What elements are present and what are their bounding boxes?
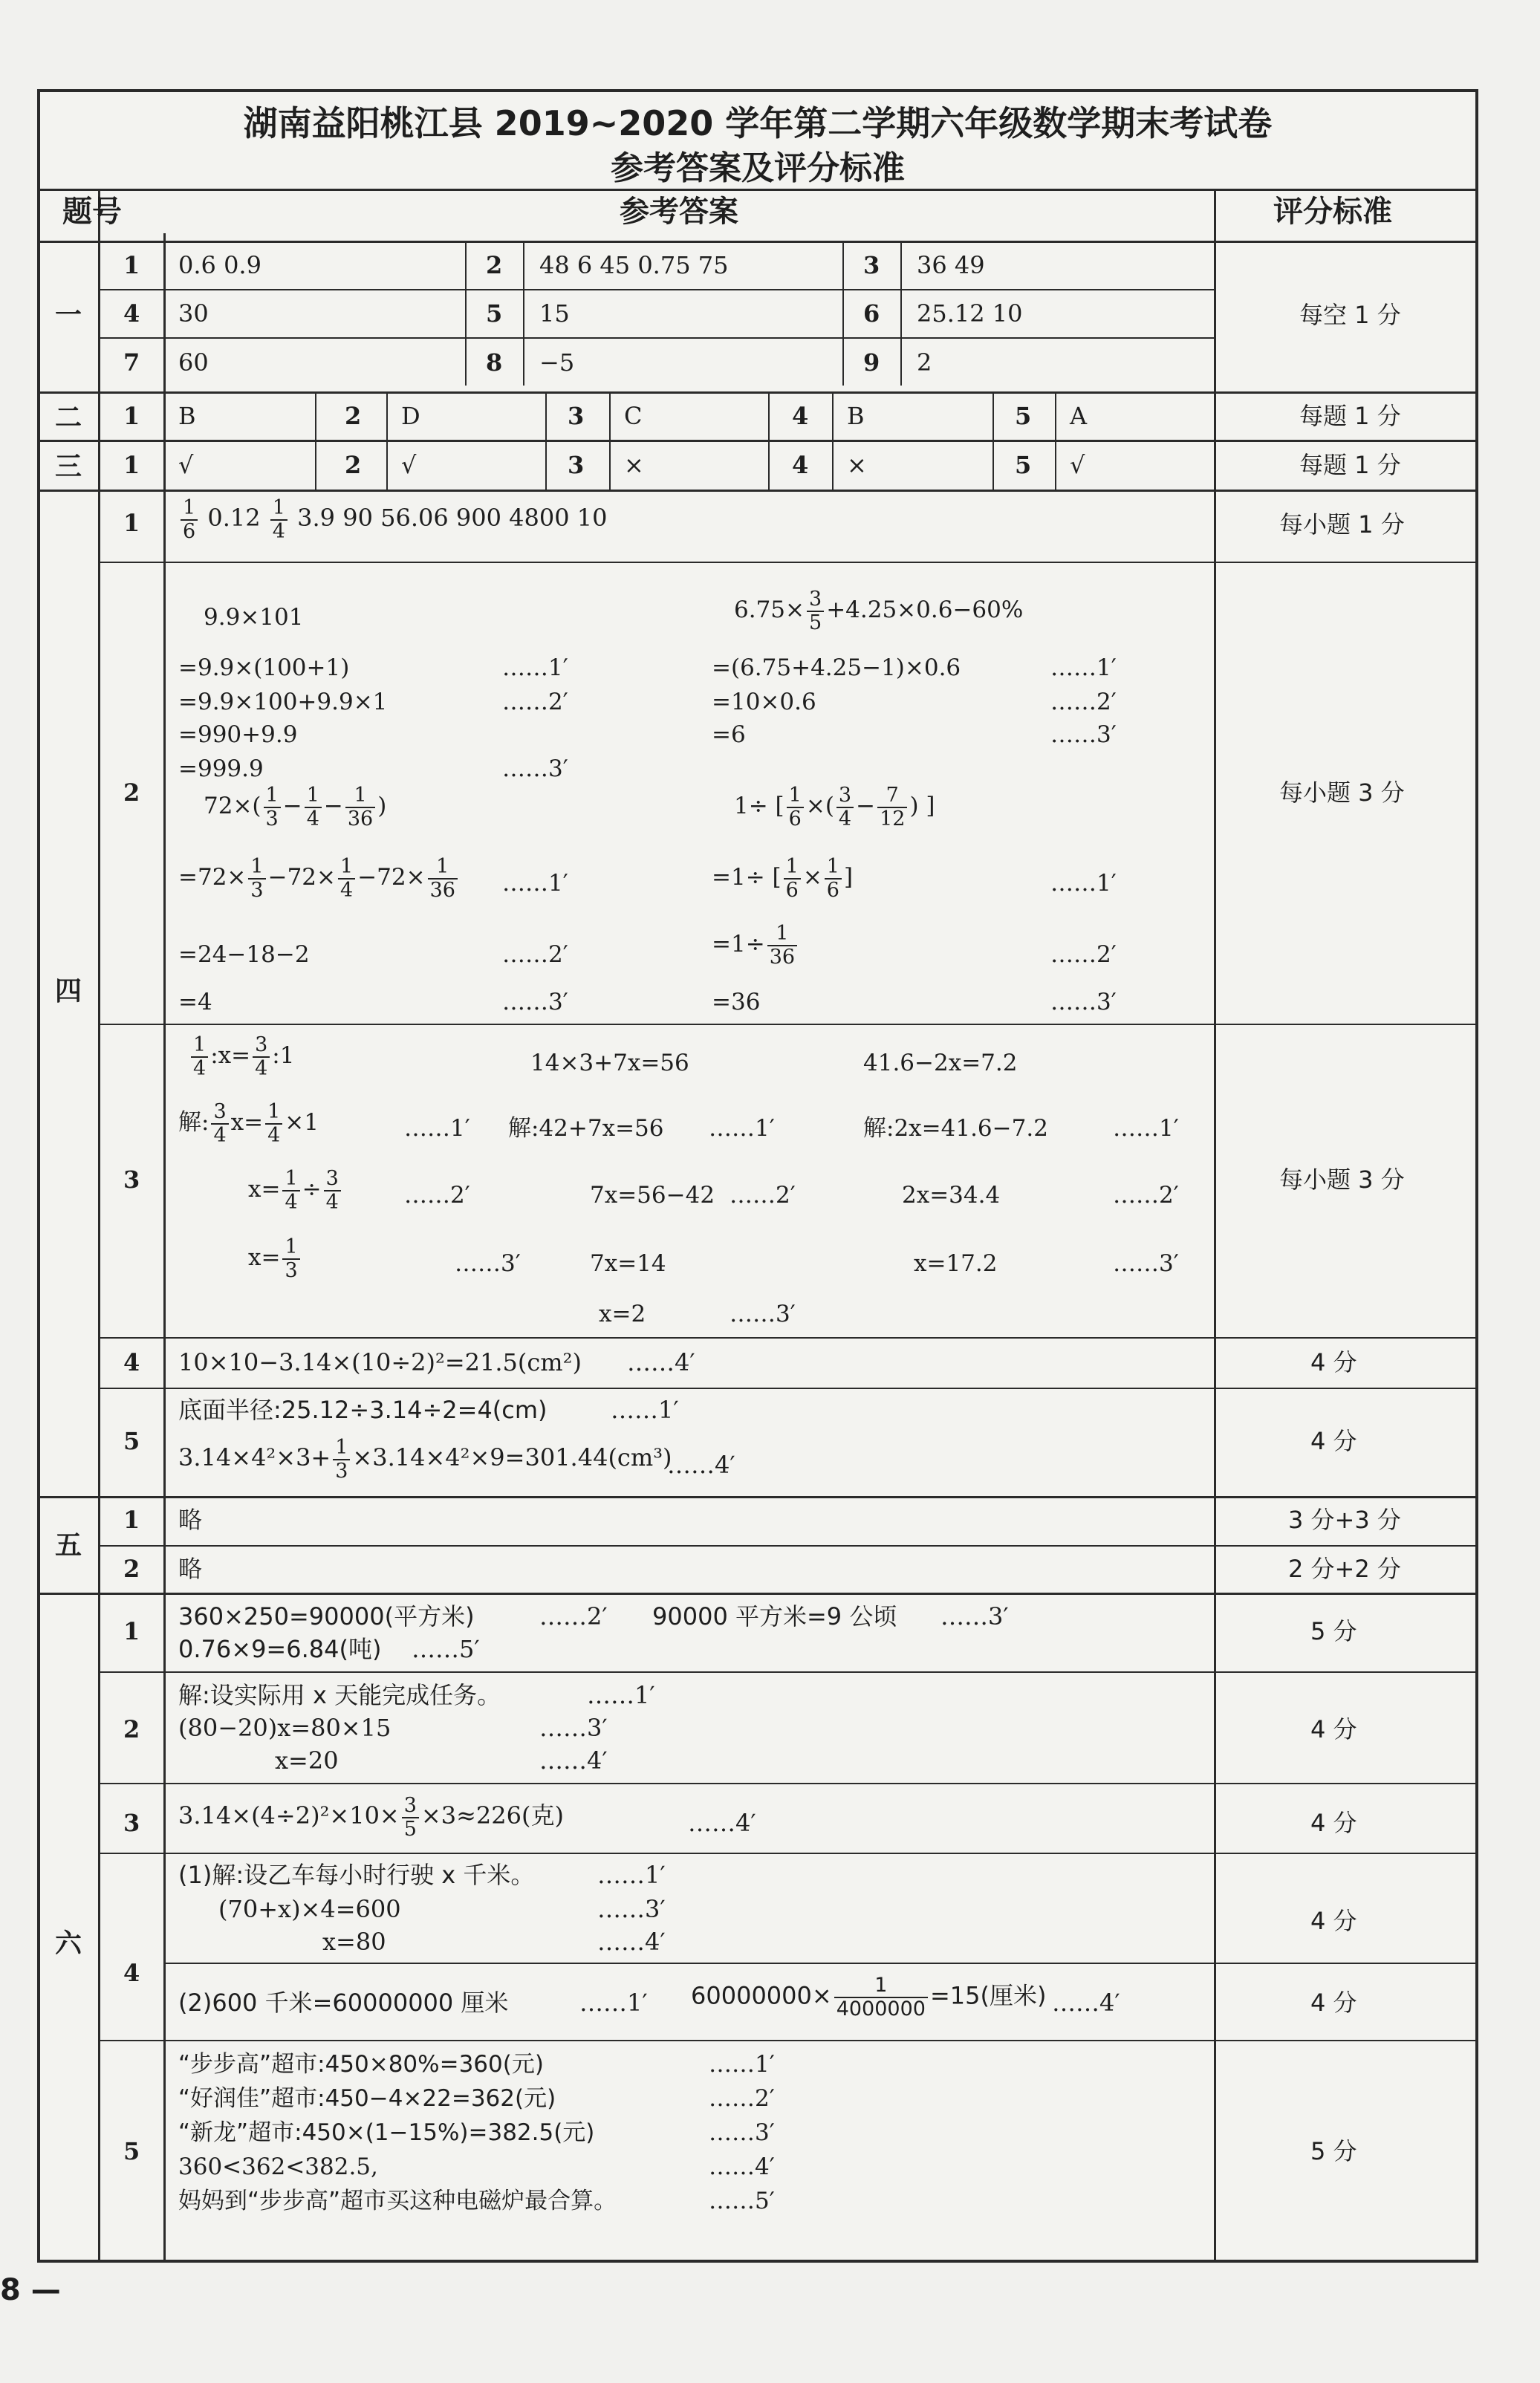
s4-q3b-line: 7x=56−42 — [590, 1182, 715, 1209]
s1-q5-num: 5 — [486, 299, 503, 328]
s4-q2d-line: =36 — [712, 989, 761, 1015]
s1-q8-answer: −5 — [539, 348, 575, 377]
s6-q5-mark: ……5′ — [709, 2188, 775, 2214]
s3-q5-answer: √ — [1070, 451, 1085, 479]
s4-q2c-line: 72×( $\frac{1}{3}$ − $\frac{1}{4}$ − $\frac{1}{36}$ ) — [204, 784, 387, 830]
s4-q3c-mark: ……2′ — [1113, 1182, 1179, 1209]
s6-q2-mark: ……4′ — [539, 1746, 608, 1775]
s6-q5-mark: ……1′ — [709, 2051, 775, 2078]
exam-subtitle: 参考答案及评分标准 — [611, 149, 905, 187]
page-number: 8 — — [0, 2273, 61, 2307]
answer-sheet — [37, 89, 1478, 2263]
s6-q1-score: 5 分 — [1310, 1617, 1357, 1645]
s6-q4-line: (70+x)×4=600 — [218, 1895, 401, 1923]
s4-q2d-mark: ……2′ — [1050, 941, 1117, 968]
s3-q4-num: 4 — [792, 451, 809, 479]
s6-q5-num: 5 — [123, 2137, 140, 2165]
s6-q5-mark: ……3′ — [709, 2119, 775, 2146]
s6-q5-line: 360<362<382.5, — [178, 2153, 378, 2180]
s4-q3c-line: 2x=34.4 — [902, 1182, 1001, 1209]
s4-q5-mark2: ……4′ — [667, 1451, 735, 1479]
s3-q1-num: 1 — [123, 451, 140, 479]
s2-q5-num: 5 — [1015, 402, 1032, 430]
s4-q3-score: 每小题 3 分 — [1279, 1166, 1405, 1194]
s2-q4-num: 4 — [792, 402, 809, 430]
s6-q3-answer: 3.14×(4÷2)²×10× $\frac{3}{5}$ ×3≈226(克) — [178, 1794, 564, 1841]
s4-q3a-mark: ……1′ — [404, 1115, 470, 1142]
s1-q9-num: 9 — [863, 348, 880, 377]
s4-q4-score: 4 分 — [1310, 1348, 1357, 1376]
s4-q2b-line: =10×0.6 — [712, 689, 816, 715]
s4-q3c-mark: ……1′ — [1113, 1115, 1179, 1142]
s4-q1-answer: $\frac{1}{6}$ 0.12 $\frac{1}{4}$ 3.9 90 56.06 900 4800 10 — [178, 497, 607, 542]
s3-q3-answer: × — [624, 451, 644, 479]
s4-q2c-mark: ……2′ — [502, 941, 568, 968]
s4-q3c-line: x=17.2 — [914, 1250, 998, 1277]
header-tihao: 题号 — [62, 195, 122, 229]
s4-q2d-mark: ……1′ — [1050, 870, 1117, 897]
section-5-label: 五 — [55, 1530, 82, 1561]
s4-q3b-line: x=2 — [599, 1301, 646, 1327]
s4-q2a-line: =999.9 — [178, 755, 264, 782]
sheet-header — [40, 92, 1475, 191]
s1-q7-num: 7 — [123, 348, 140, 377]
s6-q4-mark: ……4′ — [597, 1928, 666, 1956]
s4-q2b-line: 6.75× $\frac{3}{5}$ +4.25×0.6−60% — [734, 588, 1024, 634]
s5-q2-answer: 略 — [178, 1555, 203, 1583]
s1-q1-num: 1 — [123, 251, 140, 279]
s5-q2-score: 2 分+2 分 — [1288, 1555, 1401, 1583]
section-4-label: 四 — [55, 976, 82, 1007]
s4-q5-num: 5 — [123, 1427, 140, 1455]
s6-q4-line: x=80 — [322, 1928, 386, 1956]
s4-q3c-line: 解:2x=41.6−7.2 — [863, 1115, 1048, 1142]
s4-q1-score: 每小题 1 分 — [1279, 510, 1405, 539]
s2-q2-num: 2 — [345, 402, 362, 430]
s4-q2a-line: =9.9×100+9.9×1 — [178, 689, 388, 715]
s1-q1-answer: 0.6 0.9 — [178, 251, 261, 279]
s4-q2b-mark: ……3′ — [1050, 721, 1117, 748]
s1-q9-answer: 2 — [917, 348, 932, 377]
s4-q4-mark: ……4′ — [627, 1348, 695, 1376]
s6-q1-line: 90000 平方米=9 公顷 — [652, 1602, 897, 1631]
s4-q2a-mark: ……1′ — [502, 654, 568, 681]
s6-q5-mark: ……4′ — [709, 2153, 775, 2180]
s4-q3a-line: 解: $\frac{3}{4}$ x= $\frac{1}{4}$ ×1 — [178, 1100, 319, 1147]
header-score: 评分标准 — [1273, 195, 1392, 229]
s2-score: 每题 1 分 — [1299, 402, 1401, 430]
section-3-label: 三 — [55, 452, 82, 482]
s6-q2-line: x=20 — [275, 1746, 339, 1775]
s4-q3b-mark: ……1′ — [709, 1115, 775, 1142]
s1-score: 每空 1 分 — [1299, 301, 1401, 329]
s4-q2d-line: =1÷ [ $\frac{1}{6}$ × $\frac{1}{6}$ ] — [712, 855, 854, 902]
s6-q2-num: 2 — [123, 1715, 140, 1743]
s2-q1-num: 1 — [123, 402, 140, 430]
s1-q4-num: 4 — [123, 299, 140, 328]
s6-q2-mark: ……1′ — [587, 1681, 655, 1709]
s4-q2c-mark: ……3′ — [502, 989, 568, 1015]
s6-q5-mark: ……2′ — [709, 2085, 775, 2112]
s4-q2b-line: =6 — [712, 721, 746, 748]
s4-q2a-line: =990+9.9 — [178, 721, 298, 748]
section-2-label: 二 — [55, 403, 82, 433]
s4-q5-answer-line2: 3.14×4²×3+ $\frac{1}{3}$ ×3.14×4²×9=301.44(cm³) — [178, 1436, 672, 1483]
s4-q3b-mark: ……3′ — [730, 1301, 796, 1327]
s6-q4-score2: 4 分 — [1310, 1989, 1357, 2017]
s5-q1-num: 1 — [123, 1506, 140, 1534]
s4-q4-answer: 10×10−3.14×(10÷2)²=21.5(cm²) — [178, 1348, 582, 1376]
s5-q2-num: 2 — [123, 1555, 140, 1583]
s4-q2c-line: =4 — [178, 989, 212, 1015]
section-1-label: 一 — [55, 300, 82, 331]
s6-q5-line: 妈妈到“步步高”超市买这种电磁炉最合算。 — [178, 2188, 617, 2214]
s3-q5-num: 5 — [1015, 451, 1032, 479]
s4-q2d-line: =1÷ $\frac{1}{36}$ — [712, 923, 799, 968]
s1-q3-num: 3 — [863, 251, 880, 279]
s6-q1-line: 0.76×9=6.84(吨) — [178, 1635, 382, 1663]
s3-q2-answer: √ — [401, 451, 417, 479]
s3-score: 每题 1 分 — [1299, 451, 1401, 479]
s6-q4-line: (1)解:设乙车每小时行驶 x 千米。 — [178, 1861, 535, 1889]
s4-q2a-mark: ……3′ — [502, 755, 568, 782]
s5-q1-score: 3 分+3 分 — [1288, 1506, 1401, 1534]
s4-q2a-line: =9.9×(100+1) — [178, 654, 350, 681]
s4-q5-mark1: ……1′ — [611, 1396, 679, 1424]
section-6-label: 六 — [55, 1928, 82, 1959]
s6-q2-score: 4 分 — [1310, 1715, 1357, 1743]
s3-q4-answer: × — [847, 451, 867, 479]
s6-q1-line: 360×250=90000(平方米) — [178, 1602, 475, 1631]
s2-q2-answer: D — [401, 402, 420, 430]
s6-q4-mark: ……3′ — [597, 1895, 666, 1923]
s4-q3a-line: $\frac{1}{4}$ :x= $\frac{3}{4}$ :1 — [189, 1034, 294, 1079]
s6-q2-line: 解:设实际用 x 天能完成任务。 — [178, 1681, 501, 1709]
s6-q2-mark: ……3′ — [539, 1714, 608, 1742]
s4-q3c-mark: ……3′ — [1113, 1250, 1179, 1277]
s5-q1-answer: 略 — [178, 1506, 203, 1534]
exam-title: 湖南益阳桃江县 2019~2020 学年第二学期六年级数学期末考试卷 — [243, 103, 1273, 143]
s4-q3b-line: 14×3+7x=56 — [530, 1050, 689, 1076]
s4-q2b-mark: ……2′ — [1050, 689, 1117, 715]
s2-q5-answer: A — [1070, 402, 1088, 430]
s6-q3-mark: ……4′ — [688, 1809, 756, 1837]
s2-q4-answer: B — [847, 402, 865, 430]
s2-q1-answer: B — [178, 402, 196, 430]
s4-q2b-line: =(6.75+4.25−1)×0.6 — [712, 654, 961, 681]
s4-q2c-mark: ……1′ — [502, 870, 568, 897]
s4-q4-num: 4 — [123, 1348, 140, 1376]
s6-q5-line: “新龙”超市:450×(1−15%)=382.5(元) — [178, 2119, 595, 2146]
s4-q3b-line: 解:42+7x=56 — [508, 1115, 664, 1142]
s6-q4-score1: 4 分 — [1310, 1907, 1357, 1935]
s6-q4-mark: ……4′ — [1052, 1989, 1120, 2017]
s2-q3-answer: C — [624, 402, 643, 430]
s3-q1-answer: √ — [178, 451, 194, 479]
s4-q3b-mark: ……2′ — [730, 1182, 796, 1209]
s2-q3-num: 3 — [568, 402, 585, 430]
s4-q3a-line: x= $\frac{1}{3}$ — [248, 1236, 302, 1281]
s3-q3-num: 3 — [568, 451, 585, 479]
s4-q2-num: 2 — [123, 778, 140, 807]
s6-q1-num: 1 — [123, 1617, 140, 1645]
s1-q7-answer: 60 — [178, 348, 209, 377]
s6-q3-num: 3 — [123, 1809, 140, 1837]
s1-q2-num: 2 — [486, 251, 503, 279]
s6-q4-line: 60000000× $\frac{1}{4000000}$ =15(厘米) — [691, 1974, 1047, 2020]
s6-q2-line: (80−20)x=80×15 — [178, 1714, 392, 1742]
s6-q4-num: 4 — [123, 1959, 140, 1987]
s4-q3a-mark: ……2′ — [404, 1182, 470, 1209]
s4-q5-answer-line1: 底面半径:25.12÷3.14÷2=4(cm) — [178, 1396, 548, 1424]
s6-q3-score: 4 分 — [1310, 1809, 1357, 1837]
s3-q2-num: 2 — [345, 451, 362, 479]
s6-q4-mark: ……1′ — [579, 1989, 648, 2017]
s4-q2d-line: 1÷ [ $\frac{1}{6}$ ×( $\frac{3}{4}$ − $\frac{7}{12}$ ) ] — [734, 784, 935, 830]
s6-q5-score: 5 分 — [1310, 2137, 1357, 2165]
s6-q4-line: (2)600 千米=60000000 厘米 — [178, 1989, 509, 2017]
header-answer: 参考答案 — [620, 195, 738, 229]
s6-q5-line: “好润佳”超市:450−4×22=362(元) — [178, 2085, 556, 2112]
s1-q5-answer: 15 — [539, 299, 570, 328]
s4-q3b-line: 7x=14 — [590, 1250, 666, 1277]
s6-q5-line: “步步高”超市:450×80%=360(元) — [178, 2051, 544, 2078]
s4-q1-num: 1 — [123, 509, 140, 537]
s4-q3a-line: x= $\frac{1}{4}$ ÷ $\frac{3}{4}$ — [248, 1168, 343, 1213]
s4-q3-num: 3 — [123, 1166, 140, 1194]
s6-q1-mark: ……2′ — [539, 1602, 608, 1631]
s6-q4-mark: ……1′ — [597, 1861, 666, 1889]
s4-q2c-line: =72× $\frac{1}{3}$ −72× $\frac{1}{4}$ −72× $\frac{1}{36}$ — [178, 856, 460, 901]
s4-q5-score: 4 分 — [1310, 1427, 1357, 1455]
s1-q2-answer: 48 6 45 0.75 75 — [539, 251, 729, 279]
s4-q2d-mark: ……3′ — [1050, 989, 1117, 1015]
s4-q2a-mark: ……2′ — [502, 689, 568, 715]
s1-q6-num: 6 — [863, 299, 880, 328]
s4-q2a-line: 9.9×101 — [204, 604, 304, 631]
s6-q1-mark: ……5′ — [412, 1635, 480, 1663]
s4-q3c-line: 41.6−2x=7.2 — [863, 1050, 1018, 1076]
s6-q1-mark: ……3′ — [940, 1602, 1009, 1631]
s4-q2b-mark: ……1′ — [1050, 654, 1117, 681]
s4-q2c-line: =24−18−2 — [178, 941, 310, 968]
s1-q8-num: 8 — [486, 348, 503, 377]
s4-q2-score: 每小题 3 分 — [1279, 778, 1405, 807]
s4-q3a-mark: ……3′ — [455, 1250, 521, 1277]
s1-q3-answer: 36 49 — [917, 251, 985, 279]
s1-q6-answer: 25.12 10 — [917, 299, 1023, 328]
s1-q4-answer: 30 — [178, 299, 209, 328]
